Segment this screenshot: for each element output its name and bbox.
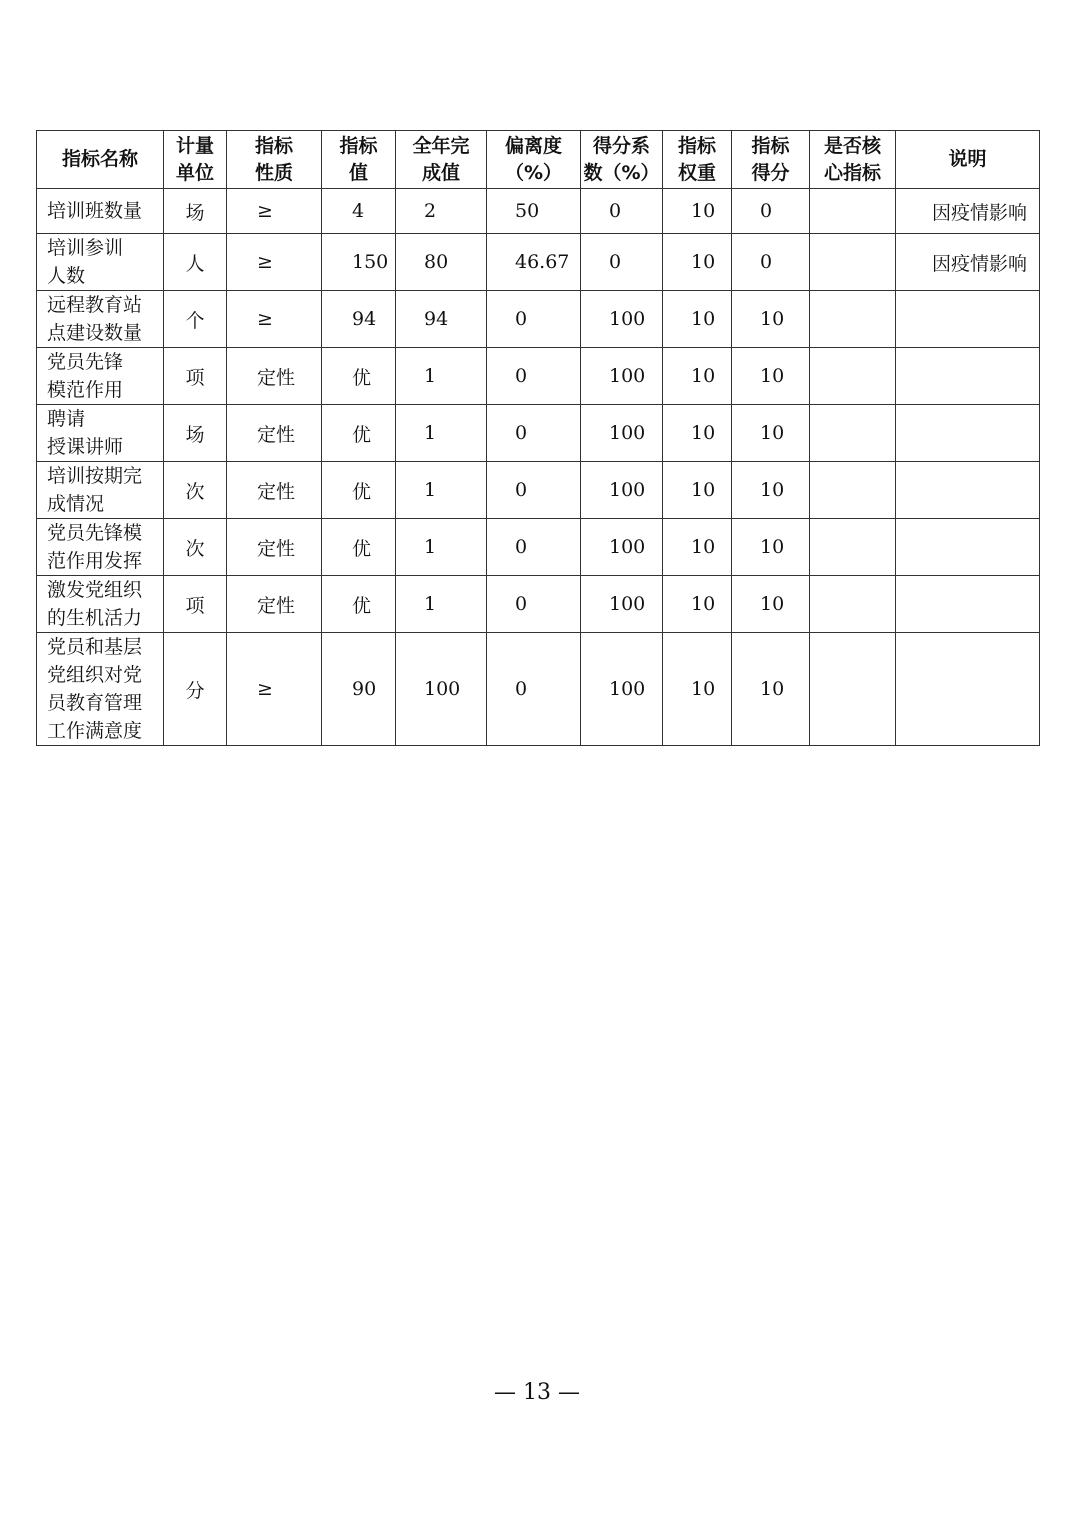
- target-value-cell: 优: [322, 405, 396, 462]
- indicator-name-cell: [37, 348, 164, 405]
- header-line: 是否核: [823, 134, 881, 157]
- indicator-name-cell: [37, 519, 164, 576]
- score-cell: 10: [732, 576, 810, 633]
- weight-cell: 10: [663, 348, 732, 405]
- deviation-cell: 0: [487, 519, 581, 576]
- indicator-name-line: 工作满意度: [47, 720, 143, 742]
- weight-cell: 10: [663, 234, 732, 291]
- header-line: 偏离度: [504, 134, 562, 157]
- header-line: 全年完: [412, 134, 470, 157]
- header-line: 指标: [751, 134, 790, 157]
- indicator-name-line: 员教育管理: [47, 692, 143, 714]
- indicator-name-line: 范作用发挥: [47, 550, 143, 572]
- actual-value-cell: 1: [396, 576, 487, 633]
- indicator-name-line: 人数: [47, 265, 86, 287]
- header-score: [732, 131, 810, 189]
- header-line: 心指标: [823, 161, 881, 184]
- indicator-name-line: 培训参训: [47, 237, 124, 259]
- target-value-cell: 优: [322, 462, 396, 519]
- indicator-name-line: 聘请: [47, 408, 86, 430]
- indicator-name-cell: [37, 234, 164, 291]
- table-row: [37, 519, 1040, 576]
- score-cell: 10: [732, 348, 810, 405]
- nature-cell: 定性: [227, 405, 322, 462]
- score-coef-cell: 100: [581, 519, 663, 576]
- target-value-cell: 优: [322, 348, 396, 405]
- nature-cell: 定性: [227, 576, 322, 633]
- unit-cell: 项: [164, 576, 227, 633]
- header-unit: [164, 131, 227, 189]
- indicator-name-cell: [37, 291, 164, 348]
- core-indicator-cell: [810, 348, 896, 405]
- score-coef-cell: 100: [581, 291, 663, 348]
- score-coef-cell: 100: [581, 348, 663, 405]
- actual-value-cell: 100: [396, 633, 487, 746]
- nature-cell: ≥: [227, 234, 322, 291]
- indicator-name-cell: [37, 189, 164, 234]
- header-line: 说明: [948, 148, 987, 170]
- weight-cell: 10: [663, 576, 732, 633]
- table-row: [37, 462, 1040, 519]
- actual-value-cell: 1: [396, 519, 487, 576]
- deviation-cell: 0: [487, 291, 581, 348]
- indicator-name-line: 党员先锋模: [47, 522, 143, 544]
- weight-cell: 10: [663, 291, 732, 348]
- core-indicator-cell: [810, 462, 896, 519]
- target-value-cell: 150: [322, 234, 396, 291]
- header-weight: [663, 131, 732, 189]
- weight-cell: 10: [663, 633, 732, 746]
- core-indicator-cell: [810, 189, 896, 234]
- actual-value-cell: 2: [396, 189, 487, 234]
- unit-cell: 场: [164, 405, 227, 462]
- indicator-name-line: 远程教育站: [47, 294, 143, 316]
- note-cell: [896, 405, 1040, 462]
- indicator-name-line: 授课讲师: [47, 436, 124, 458]
- performance-indicator-table: [36, 130, 1040, 746]
- indicator-name-line: 成情况: [47, 493, 105, 515]
- nature-cell: ≥: [227, 189, 322, 234]
- target-value-cell: 94: [322, 291, 396, 348]
- score-cell: 10: [732, 633, 810, 746]
- deviation-cell: 0: [487, 633, 581, 746]
- note-cell: 因疫情影响: [896, 234, 1040, 291]
- score-coef-cell: 0: [581, 189, 663, 234]
- header-line: 得分: [751, 161, 790, 184]
- nature-cell: 定性: [227, 462, 322, 519]
- note-cell: [896, 576, 1040, 633]
- unit-cell: 项: [164, 348, 227, 405]
- header-line: 单位: [175, 161, 214, 184]
- weight-cell: 10: [663, 189, 732, 234]
- note-cell: [896, 519, 1040, 576]
- indicator-name-line: 培训按期完: [47, 465, 143, 487]
- header-line: 值: [348, 161, 368, 184]
- target-value-cell: 优: [322, 576, 396, 633]
- actual-value-cell: 1: [396, 405, 487, 462]
- header-line: 性质: [254, 161, 293, 184]
- unit-cell: 场: [164, 189, 227, 234]
- table-row: [37, 234, 1040, 291]
- note-cell: [896, 462, 1040, 519]
- indicator-name-cell: [37, 462, 164, 519]
- core-indicator-cell: [810, 519, 896, 576]
- table-row: [37, 291, 1040, 348]
- deviation-cell: 0: [487, 405, 581, 462]
- score-coef-cell: 100: [581, 462, 663, 519]
- score-cell: 10: [732, 462, 810, 519]
- indicator-name-cell: [37, 633, 164, 746]
- table-row: [37, 189, 1040, 234]
- header-line: 计量: [175, 134, 214, 157]
- score-cell: 0: [732, 234, 810, 291]
- table-row: [37, 576, 1040, 633]
- header-line: 指标: [339, 134, 378, 157]
- indicator-name-line: 党员和基层: [47, 636, 143, 658]
- indicator-name-line: 党员先锋: [47, 351, 124, 373]
- header-line: 指标: [677, 134, 716, 157]
- target-value-cell: 优: [322, 519, 396, 576]
- score-cell: 10: [732, 405, 810, 462]
- score-coef-cell: 100: [581, 633, 663, 746]
- unit-cell: 个: [164, 291, 227, 348]
- header-actual-value: [396, 131, 487, 189]
- table-row: [37, 348, 1040, 405]
- note-cell: [896, 348, 1040, 405]
- header-line: （%）: [504, 161, 563, 184]
- target-value-cell: 90: [322, 633, 396, 746]
- header-target-value: [322, 131, 396, 189]
- indicator-name-cell: [37, 405, 164, 462]
- target-value-cell: 4: [322, 189, 396, 234]
- nature-cell: ≥: [227, 291, 322, 348]
- deviation-cell: 0: [487, 348, 581, 405]
- header-note: [896, 131, 1040, 189]
- header-line: 得分系: [592, 134, 650, 157]
- deviation-cell: 50: [487, 189, 581, 234]
- actual-value-cell: 94: [396, 291, 487, 348]
- table-row: [37, 405, 1040, 462]
- actual-value-cell: 80: [396, 234, 487, 291]
- header-line: 权重: [677, 161, 716, 184]
- header-line: 数（%）: [583, 161, 660, 184]
- unit-cell: 人: [164, 234, 227, 291]
- indicator-name-line: 激发党组织: [47, 579, 143, 601]
- score-cell: 0: [732, 189, 810, 234]
- page-number: — 13 —: [494, 1380, 580, 1405]
- unit-cell: 次: [164, 519, 227, 576]
- core-indicator-cell: [810, 234, 896, 291]
- header-line: 成值: [421, 161, 460, 184]
- header-core-indicator: [810, 131, 896, 189]
- header-line: 指标名称: [61, 148, 138, 170]
- header-score-coef: [581, 131, 663, 189]
- weight-cell: 10: [663, 519, 732, 576]
- indicator-name-line: 培训班数量: [47, 200, 143, 222]
- nature-cell: ≥: [227, 633, 322, 746]
- table-row: [37, 633, 1040, 746]
- table-body: [37, 189, 1040, 746]
- table-header-row: [37, 131, 1040, 189]
- header-line: 指标: [254, 134, 293, 157]
- indicator-name-line: 的生机活力: [47, 607, 143, 629]
- note-cell: [896, 291, 1040, 348]
- nature-cell: 定性: [227, 348, 322, 405]
- indicator-name-line: 点建设数量: [47, 322, 143, 344]
- score-coef-cell: 0: [581, 234, 663, 291]
- actual-value-cell: 1: [396, 348, 487, 405]
- score-coef-cell: 100: [581, 405, 663, 462]
- weight-cell: 10: [663, 405, 732, 462]
- deviation-cell: 0: [487, 462, 581, 519]
- score-cell: 10: [732, 291, 810, 348]
- indicator-name-cell: [37, 576, 164, 633]
- nature-cell: 定性: [227, 519, 322, 576]
- weight-cell: 10: [663, 462, 732, 519]
- deviation-cell: 0: [487, 576, 581, 633]
- header-deviation: [487, 131, 581, 189]
- actual-value-cell: 1: [396, 462, 487, 519]
- core-indicator-cell: [810, 576, 896, 633]
- core-indicator-cell: [810, 633, 896, 746]
- unit-cell: 次: [164, 462, 227, 519]
- header-indicator-name: [37, 131, 164, 189]
- indicator-name-line: 党组织对党: [47, 664, 143, 686]
- indicator-name-line: 模范作用: [47, 379, 124, 401]
- core-indicator-cell: [810, 405, 896, 462]
- deviation-cell: 46.67: [487, 234, 581, 291]
- core-indicator-cell: [810, 291, 896, 348]
- note-cell: 因疫情影响: [896, 189, 1040, 234]
- note-cell: [896, 633, 1040, 746]
- score-cell: 10: [732, 519, 810, 576]
- header-nature: [227, 131, 322, 189]
- score-coef-cell: 100: [581, 576, 663, 633]
- unit-cell: 分: [164, 633, 227, 746]
